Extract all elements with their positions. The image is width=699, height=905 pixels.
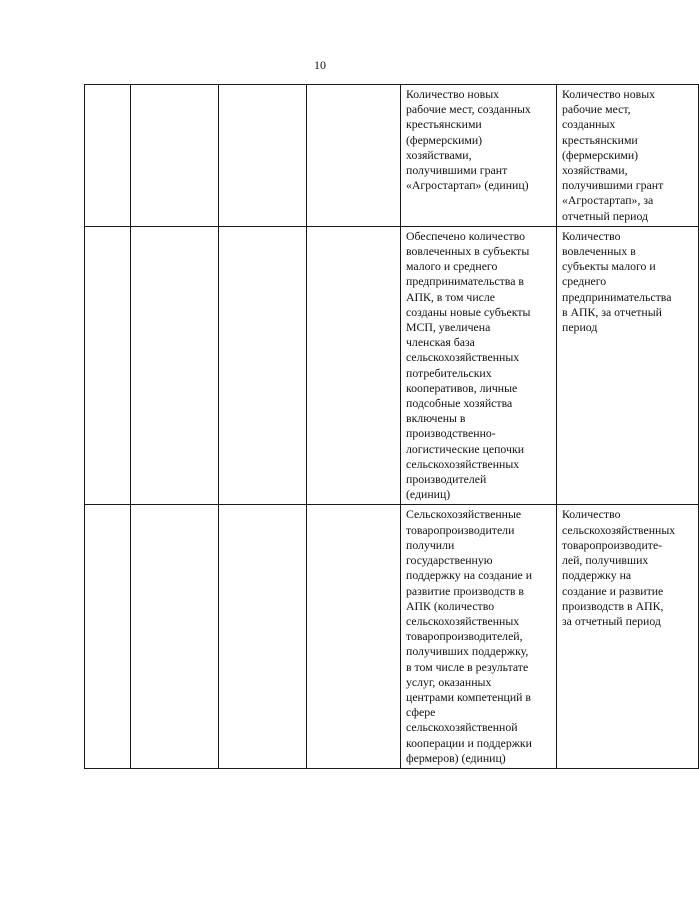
table-cell-empty	[219, 226, 307, 505]
page-number: 10	[314, 58, 326, 72]
table-row	[85, 505, 699, 768]
table-row	[85, 226, 699, 505]
indicator-cell: Количество вовлеченных в субъекты малого и среднего предпринимательства в АПК, за отчетный период	[557, 226, 699, 505]
result-cell: Количество новых рабочие мест, созданных крестьянскими (фермерскими) хозяйствами, получившими грант «Агростартап» (единиц)	[401, 85, 557, 227]
table-cell-empty	[131, 226, 219, 505]
table-cell-empty	[307, 226, 401, 505]
table-row	[85, 85, 699, 227]
table-cell-empty	[219, 85, 307, 227]
indicator-cell: Количество новых рабочие мест, созданных крестьянскими (фермерскими) хозяйствами, получившими грант «Агростартап», за отчетный период	[557, 85, 699, 227]
table-cell-empty	[131, 85, 219, 227]
result-cell: Обеспечено количество вовлеченных в субъекты малого и среднего предпринимательства в АПК, в том числе созданы новые субъекты МСП, увеличена членская база сельскохозяйственных потребительских кооперативов, личные подсобные хозяйства включены в производственно- логистические цепочки сельскохозяйственных производителей (единиц)	[401, 226, 557, 505]
indicators-table	[84, 84, 699, 769]
table-cell-empty	[85, 226, 131, 505]
table-cell-empty	[307, 85, 401, 227]
table-cell-empty	[131, 505, 219, 768]
table-cell-empty	[85, 505, 131, 768]
table-cell-empty	[85, 85, 131, 227]
result-cell: Сельскохозяйственные товаропроизводители получили государственную поддержку на создание и развитие производств в АПК (количество сельскохозяйственных товаропроизводителей, получивших поддержку, в том числе в результате услуг, оказанных центрами компетенций в сфере сельскохозяйственной кооперации и поддержки фермеров) (единиц)	[401, 505, 557, 768]
table-cell-empty	[219, 505, 307, 768]
indicator-cell: Количество сельскохозяйственных товаропроизводите- лей, получивших поддержку на создание и развитие производств в АПК, за отчетный период	[557, 505, 699, 768]
table-cell-empty	[307, 505, 401, 768]
